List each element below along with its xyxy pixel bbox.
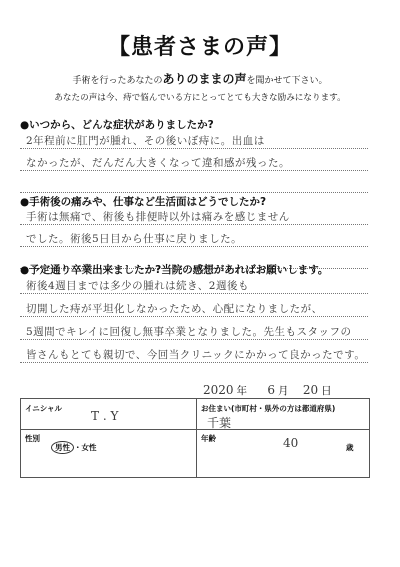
address-value: 千葉	[207, 416, 232, 430]
address-label: お住まい(市町村・県外の方は都道府県)	[201, 404, 336, 413]
answer-rule	[20, 316, 368, 317]
intro-line-2: あなたの声は今、痔で悩んでいる方にとってとても大きな励みになります。	[54, 93, 346, 103]
answer-line: 皆さんもとても親切で、今回当クリニックにかかって良かったです。	[26, 349, 366, 361]
question-symptoms: ●いつから、どんな症状がありましたか?	[20, 119, 214, 131]
table-divider	[21, 429, 369, 430]
answer-line: 手術は無痛で、術後も排便時以外は痛みを感じません	[26, 211, 290, 223]
age-label: 年齢	[201, 434, 216, 443]
gender-options	[51, 442, 97, 453]
intro-prefix: 手術を行ったあなたの	[72, 76, 163, 86]
initials-label: イニシャル	[25, 404, 63, 413]
answer-rule	[20, 192, 368, 193]
date-year-label: 年	[236, 385, 248, 397]
answer-line: 切開した痔が平坦化しなかったため、心配になりましたが、	[26, 303, 323, 315]
intro-emphasis: ありのままの声	[162, 72, 247, 86]
intro-line	[0, 70, 400, 87]
answer-rule	[20, 170, 368, 171]
gender-male-circled: 男性	[51, 441, 74, 454]
answer-rule	[20, 339, 368, 340]
answer-rule	[20, 246, 368, 247]
age-unit: 歳	[346, 443, 354, 452]
answer-line: でした。術後5日目から仕事に戻りました。	[26, 233, 243, 245]
intro-suffix: を聞かせて下さい。	[246, 76, 328, 86]
date-month-label: 月	[278, 385, 289, 397]
gender-label: 性別	[25, 434, 40, 443]
answer-rule	[20, 362, 368, 363]
answer-rule	[20, 148, 368, 149]
gender-female: 女性	[81, 443, 97, 452]
page-title: 【患者さまの声】	[107, 35, 292, 60]
question-graduation: ●予定通り卒業出来ましたか?当院の感想があればお願いします。	[20, 264, 329, 276]
answer-line: なかったが、だんだん大きくなって違和感が残った。	[26, 157, 290, 169]
table-divider	[196, 399, 197, 477]
answer-line: 5週間でキレイに回復し無事卒業となりました。先生もスタッフの	[26, 326, 352, 338]
answer-line: 術後4週目までは多少の腫れは続き、2週後も	[26, 280, 249, 292]
date-line	[200, 383, 332, 398]
date-year: 2020	[203, 383, 234, 397]
age-value: 40	[283, 436, 299, 450]
date-day: 20	[302, 383, 319, 397]
answer-rule	[20, 293, 368, 294]
date-month: 6	[267, 383, 276, 397]
info-table	[20, 398, 370, 478]
question-pain-life: ●手術後の痛みや、仕事など生活面はどうでしたか?	[20, 196, 267, 208]
gender-separator: ・	[74, 443, 82, 452]
initials-value: T . Y	[91, 409, 119, 423]
date-day-label: 日	[321, 385, 332, 397]
answer-line: 2年程前に肛門が腫れ、その後いぼ痔に。出血は	[26, 135, 265, 147]
answer-rule	[20, 224, 368, 225]
